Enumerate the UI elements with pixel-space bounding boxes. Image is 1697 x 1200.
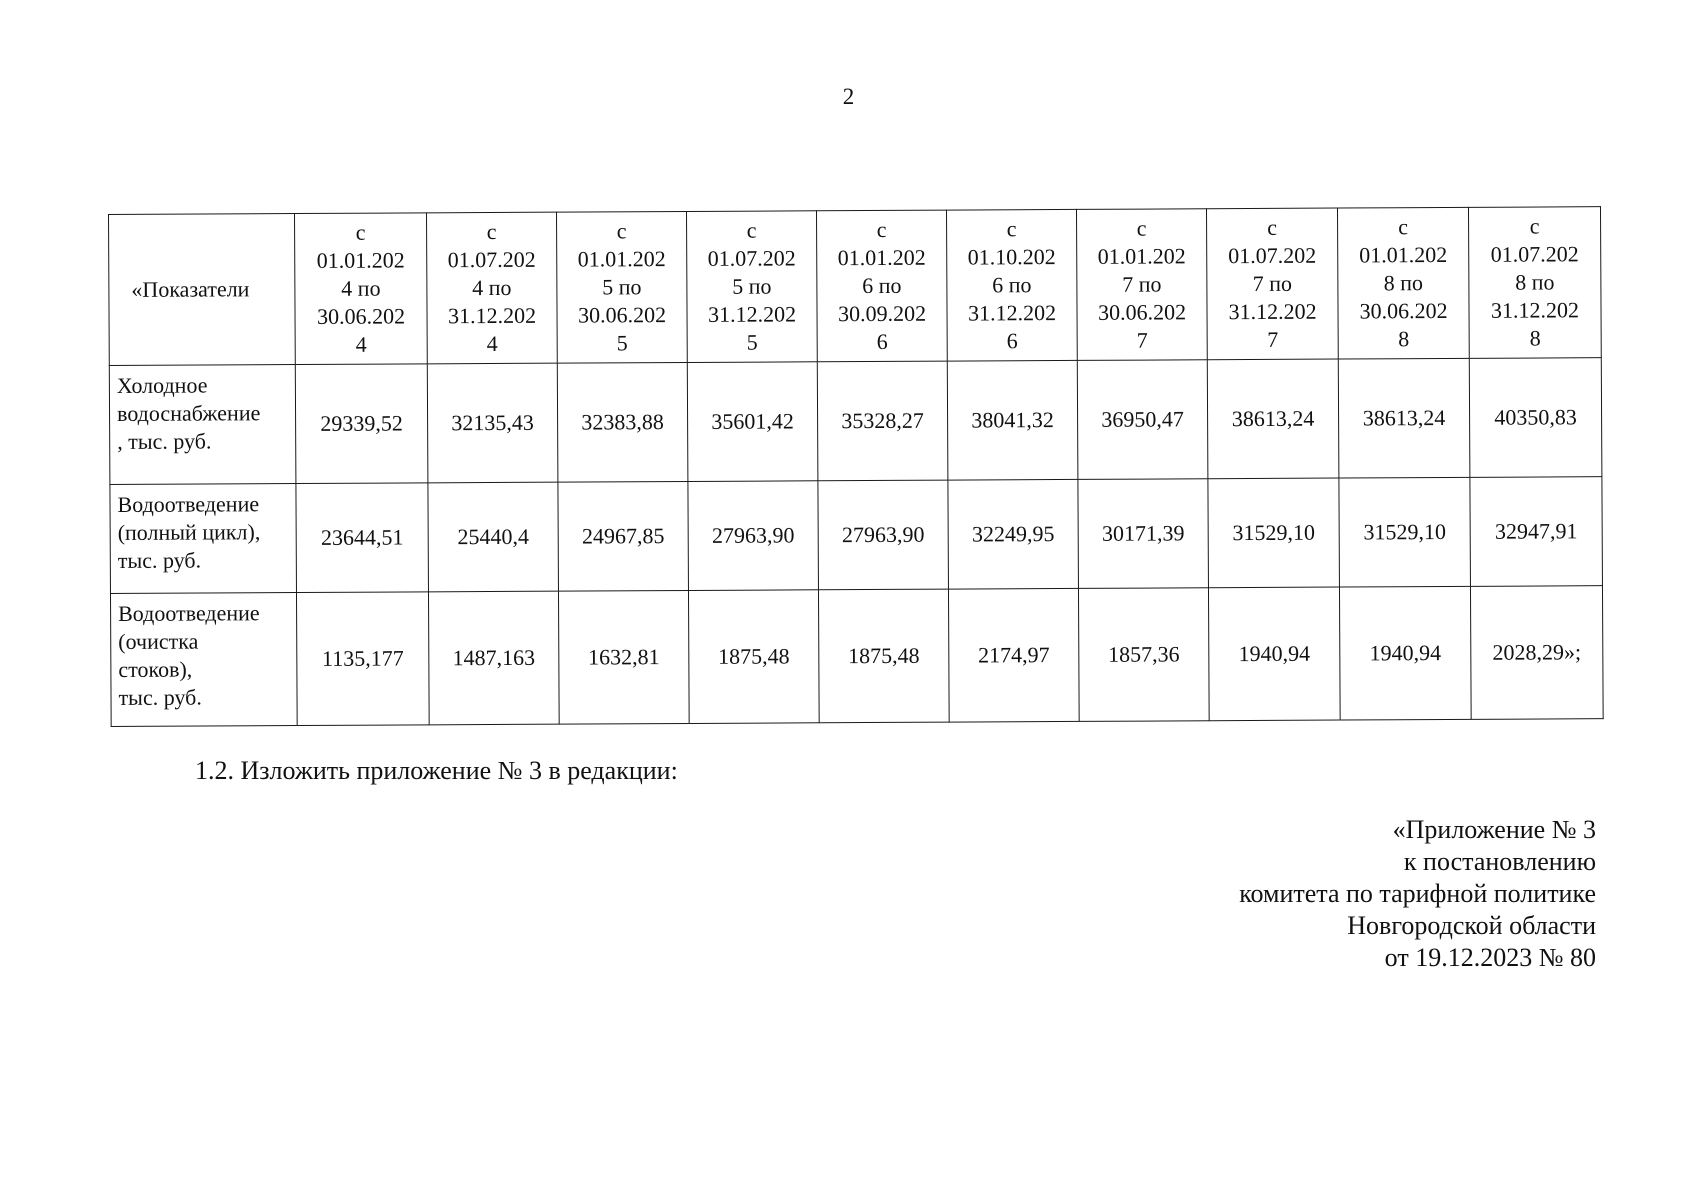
value-cell: 38041,32 — [947, 360, 1078, 480]
value-cell: 24967,85 — [558, 481, 689, 591]
value-cell: 30171,39 — [1078, 479, 1209, 589]
period-header: с 01.07.202 4 по 31.12.202 4 — [426, 212, 557, 364]
value-cell: 32249,95 — [948, 479, 1079, 589]
value-cell: 2174,97 — [948, 588, 1079, 722]
value-cell: 27963,90 — [688, 481, 819, 591]
row-label-line: водоснабжение — [116, 400, 261, 426]
tariff-table — [108, 206, 1604, 727]
value-cell: 1940,94 — [1339, 586, 1471, 720]
value-cell: 32135,43 — [427, 363, 558, 483]
period-header: с 01.01.202 8 по 30.06.202 8 — [1337, 207, 1469, 359]
period-header: с 01.01.202 7 по 30.06.202 7 — [1076, 209, 1207, 361]
value-cell: 35601,42 — [687, 362, 818, 482]
appendix-line: к постановлению — [1403, 847, 1596, 876]
period-header: с 01.01.202 4 по 30.06.202 4 — [295, 213, 428, 365]
appendix-line: «Приложение № 3 — [1392, 815, 1596, 844]
period-header: с 01.01.202 5 по 30.06.202 5 — [556, 211, 687, 363]
appendix-heading — [1239, 814, 1596, 974]
row-label-line: тыс. руб. — [117, 547, 202, 573]
value-cell: 1940,94 — [1208, 587, 1340, 721]
value-cell: 1875,48 — [818, 589, 949, 723]
appendix-line: от 19.12.2023 № 80 — [1384, 943, 1596, 972]
value-cell: 1875,48 — [688, 590, 819, 724]
row-label-line: тыс. руб. — [118, 684, 202, 710]
value-cell: 35328,27 — [817, 361, 948, 481]
row-label — [110, 484, 297, 594]
value-cell: 36950,47 — [1077, 360, 1208, 480]
row-label-line: Водоотведение — [117, 491, 260, 517]
value-cell: 25440,4 — [428, 482, 559, 592]
period-header: с 01.07.202 5 по 31.12.202 5 — [686, 211, 817, 363]
period-header: с 01.01.202 6 по 30.09.202 6 — [816, 210, 947, 362]
instruction-paragraph: 1.2. Изложить приложение № 3 в редакции: — [195, 756, 678, 785]
period-header: с 01.07.202 8 по 31.12.202 8 — [1468, 207, 1601, 359]
row-label-line: Водоотведение — [118, 600, 260, 626]
value-cell: 23644,51 — [296, 483, 429, 593]
row-label-line: (полный цикл), — [117, 519, 261, 545]
page-number: 2 — [842, 84, 855, 109]
period-header: с 01.07.202 7 по 31.12.202 7 — [1206, 208, 1338, 360]
value-cell: 38613,24 — [1207, 359, 1339, 479]
corner-label-cell: «Показатели — [109, 214, 296, 366]
value-cell: 2028,29»; — [1470, 586, 1603, 720]
row-label — [110, 593, 297, 727]
value-cell: 27963,90 — [818, 480, 949, 590]
appendix-line: комитета по тарифной политике — [1239, 879, 1596, 908]
row-label-line: (очистка — [118, 628, 199, 654]
tariff-table-container — [108, 206, 1604, 727]
value-cell: 38613,24 — [1338, 358, 1470, 478]
period-header: с 01.10.202 6 по 31.12.202 6 — [946, 209, 1077, 361]
table-row-sewage-treatment — [110, 586, 1603, 727]
row-label — [109, 365, 296, 485]
value-cell: 1857,36 — [1078, 588, 1209, 722]
row-label-line: Холодное — [116, 372, 208, 398]
table-header-row — [109, 207, 1602, 366]
value-cell: 31529,10 — [1339, 477, 1471, 587]
value-cell: 32947,91 — [1470, 477, 1603, 587]
row-label-line: стоков), — [118, 656, 193, 682]
value-cell: 1632,81 — [558, 590, 689, 724]
value-cell: 29339,52 — [295, 364, 428, 484]
value-cell: 40350,83 — [1469, 358, 1602, 478]
table-row-cold-water — [109, 358, 1602, 485]
value-cell: 32383,88 — [557, 362, 688, 482]
value-cell: 31529,10 — [1208, 478, 1340, 588]
row-label-line: , тыс. руб. — [117, 428, 212, 454]
table-row-sewage-full — [110, 477, 1603, 594]
value-cell: 1135,177 — [296, 592, 429, 726]
value-cell: 1487,163 — [428, 591, 559, 725]
appendix-line: Новгородской области — [1347, 911, 1596, 940]
